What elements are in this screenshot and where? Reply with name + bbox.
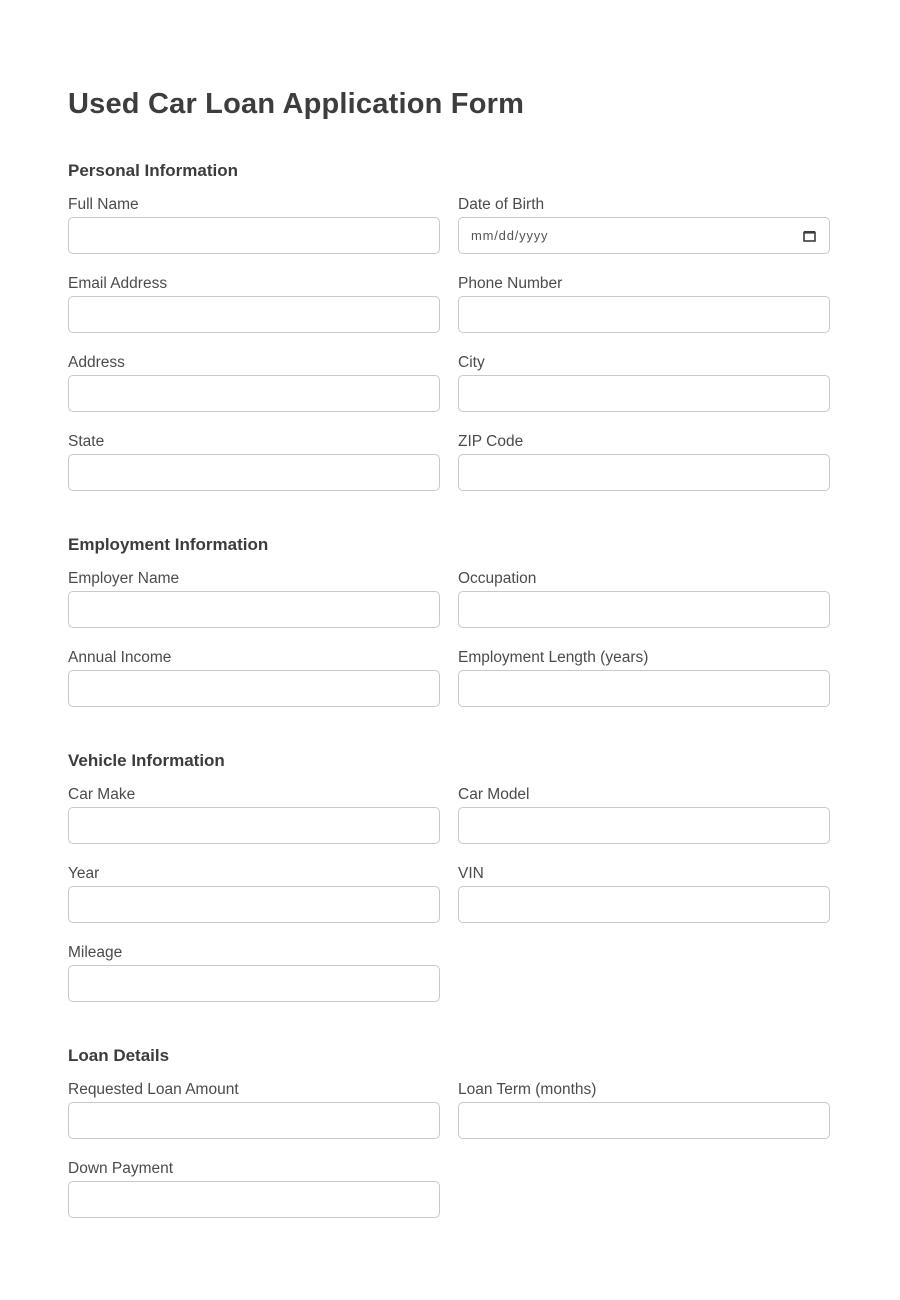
zip-code-label: ZIP Code — [458, 433, 524, 450]
employer-name-label: Employer Name — [68, 570, 180, 587]
vin-label: VIN — [458, 865, 484, 882]
zip-code-input[interactable] — [458, 454, 830, 491]
down-payment-input[interactable] — [68, 1181, 440, 1218]
section-heading-personal-information: Personal Information — [68, 161, 239, 180]
occupation-label: Occupation — [458, 570, 537, 587]
vin-input[interactable] — [458, 886, 830, 923]
loan-details-grid — [68, 1080, 830, 1218]
phone-number-label: Phone Number — [458, 275, 563, 292]
address-label: Address — [68, 354, 125, 371]
requested-loan-amount-input[interactable] — [68, 1102, 440, 1139]
state-input[interactable] — [68, 454, 440, 491]
field-city — [458, 353, 830, 412]
calendar-icon[interactable] — [802, 228, 817, 243]
email-address-input[interactable] — [68, 296, 440, 333]
field-email-address — [68, 274, 440, 333]
field-employment-length — [458, 648, 830, 707]
section-personal-information — [68, 161, 830, 491]
annual-income-input[interactable] — [68, 670, 440, 707]
field-car-model — [458, 785, 830, 844]
section-loan-details — [68, 1046, 830, 1218]
field-zip-code — [458, 432, 830, 491]
city-input[interactable] — [458, 375, 830, 412]
loan-term-input[interactable] — [458, 1102, 830, 1139]
full-name-input[interactable] — [68, 217, 440, 254]
employment-length-label: Employment Length (years) — [458, 649, 649, 666]
full-name-label: Full Name — [68, 196, 139, 213]
mileage-label: Mileage — [68, 944, 123, 961]
field-date-of-birth — [458, 195, 830, 254]
state-label: State — [68, 433, 105, 450]
car-make-label: Car Make — [68, 786, 136, 803]
field-year — [68, 864, 440, 923]
field-occupation — [458, 569, 830, 628]
phone-number-input[interactable] — [458, 296, 830, 333]
field-employer-name — [68, 569, 440, 628]
loan-term-label: Loan Term (months) — [458, 1081, 597, 1098]
field-annual-income — [68, 648, 440, 707]
section-heading-loan-details: Loan Details — [68, 1046, 170, 1065]
date-of-birth-placeholder: mm/dd/yyyy — [471, 228, 549, 243]
field-down-payment — [68, 1159, 440, 1218]
mileage-input[interactable] — [68, 965, 440, 1002]
year-input[interactable] — [68, 886, 440, 923]
field-phone-number — [458, 274, 830, 333]
car-model-label: Car Model — [458, 786, 530, 803]
requested-loan-amount-label: Requested Loan Amount — [68, 1081, 239, 1098]
occupation-input[interactable] — [458, 591, 830, 628]
page-title: Used Car Loan Application Form — [68, 88, 525, 120]
field-vin — [458, 864, 830, 923]
field-state — [68, 432, 440, 491]
field-car-make — [68, 785, 440, 844]
annual-income-label: Annual Income — [68, 649, 172, 666]
section-vehicle-information — [68, 751, 830, 1002]
year-label: Year — [68, 865, 100, 882]
date-of-birth-input[interactable] — [458, 217, 830, 254]
field-address — [68, 353, 440, 412]
personal-information-grid — [68, 195, 830, 491]
down-payment-label: Down Payment — [68, 1160, 174, 1177]
field-full-name — [68, 195, 440, 254]
section-employment-information — [68, 535, 830, 707]
email-address-label: Email Address — [68, 275, 168, 292]
car-make-input[interactable] — [68, 807, 440, 844]
car-model-input[interactable] — [458, 807, 830, 844]
vehicle-information-grid — [68, 785, 830, 1002]
employment-length-input[interactable] — [458, 670, 830, 707]
employment-information-grid — [68, 569, 830, 707]
section-heading-employment-information: Employment Information — [68, 535, 269, 554]
city-label: City — [458, 354, 485, 371]
field-mileage — [68, 943, 440, 1002]
loan-application-page — [68, 0, 830, 1218]
date-of-birth-label: Date of Birth — [458, 196, 545, 213]
address-input[interactable] — [68, 375, 440, 412]
field-requested-loan-amount — [68, 1080, 440, 1139]
employer-name-input[interactable] — [68, 591, 440, 628]
section-heading-vehicle-information: Vehicle Information — [68, 751, 225, 770]
field-loan-term — [458, 1080, 830, 1139]
